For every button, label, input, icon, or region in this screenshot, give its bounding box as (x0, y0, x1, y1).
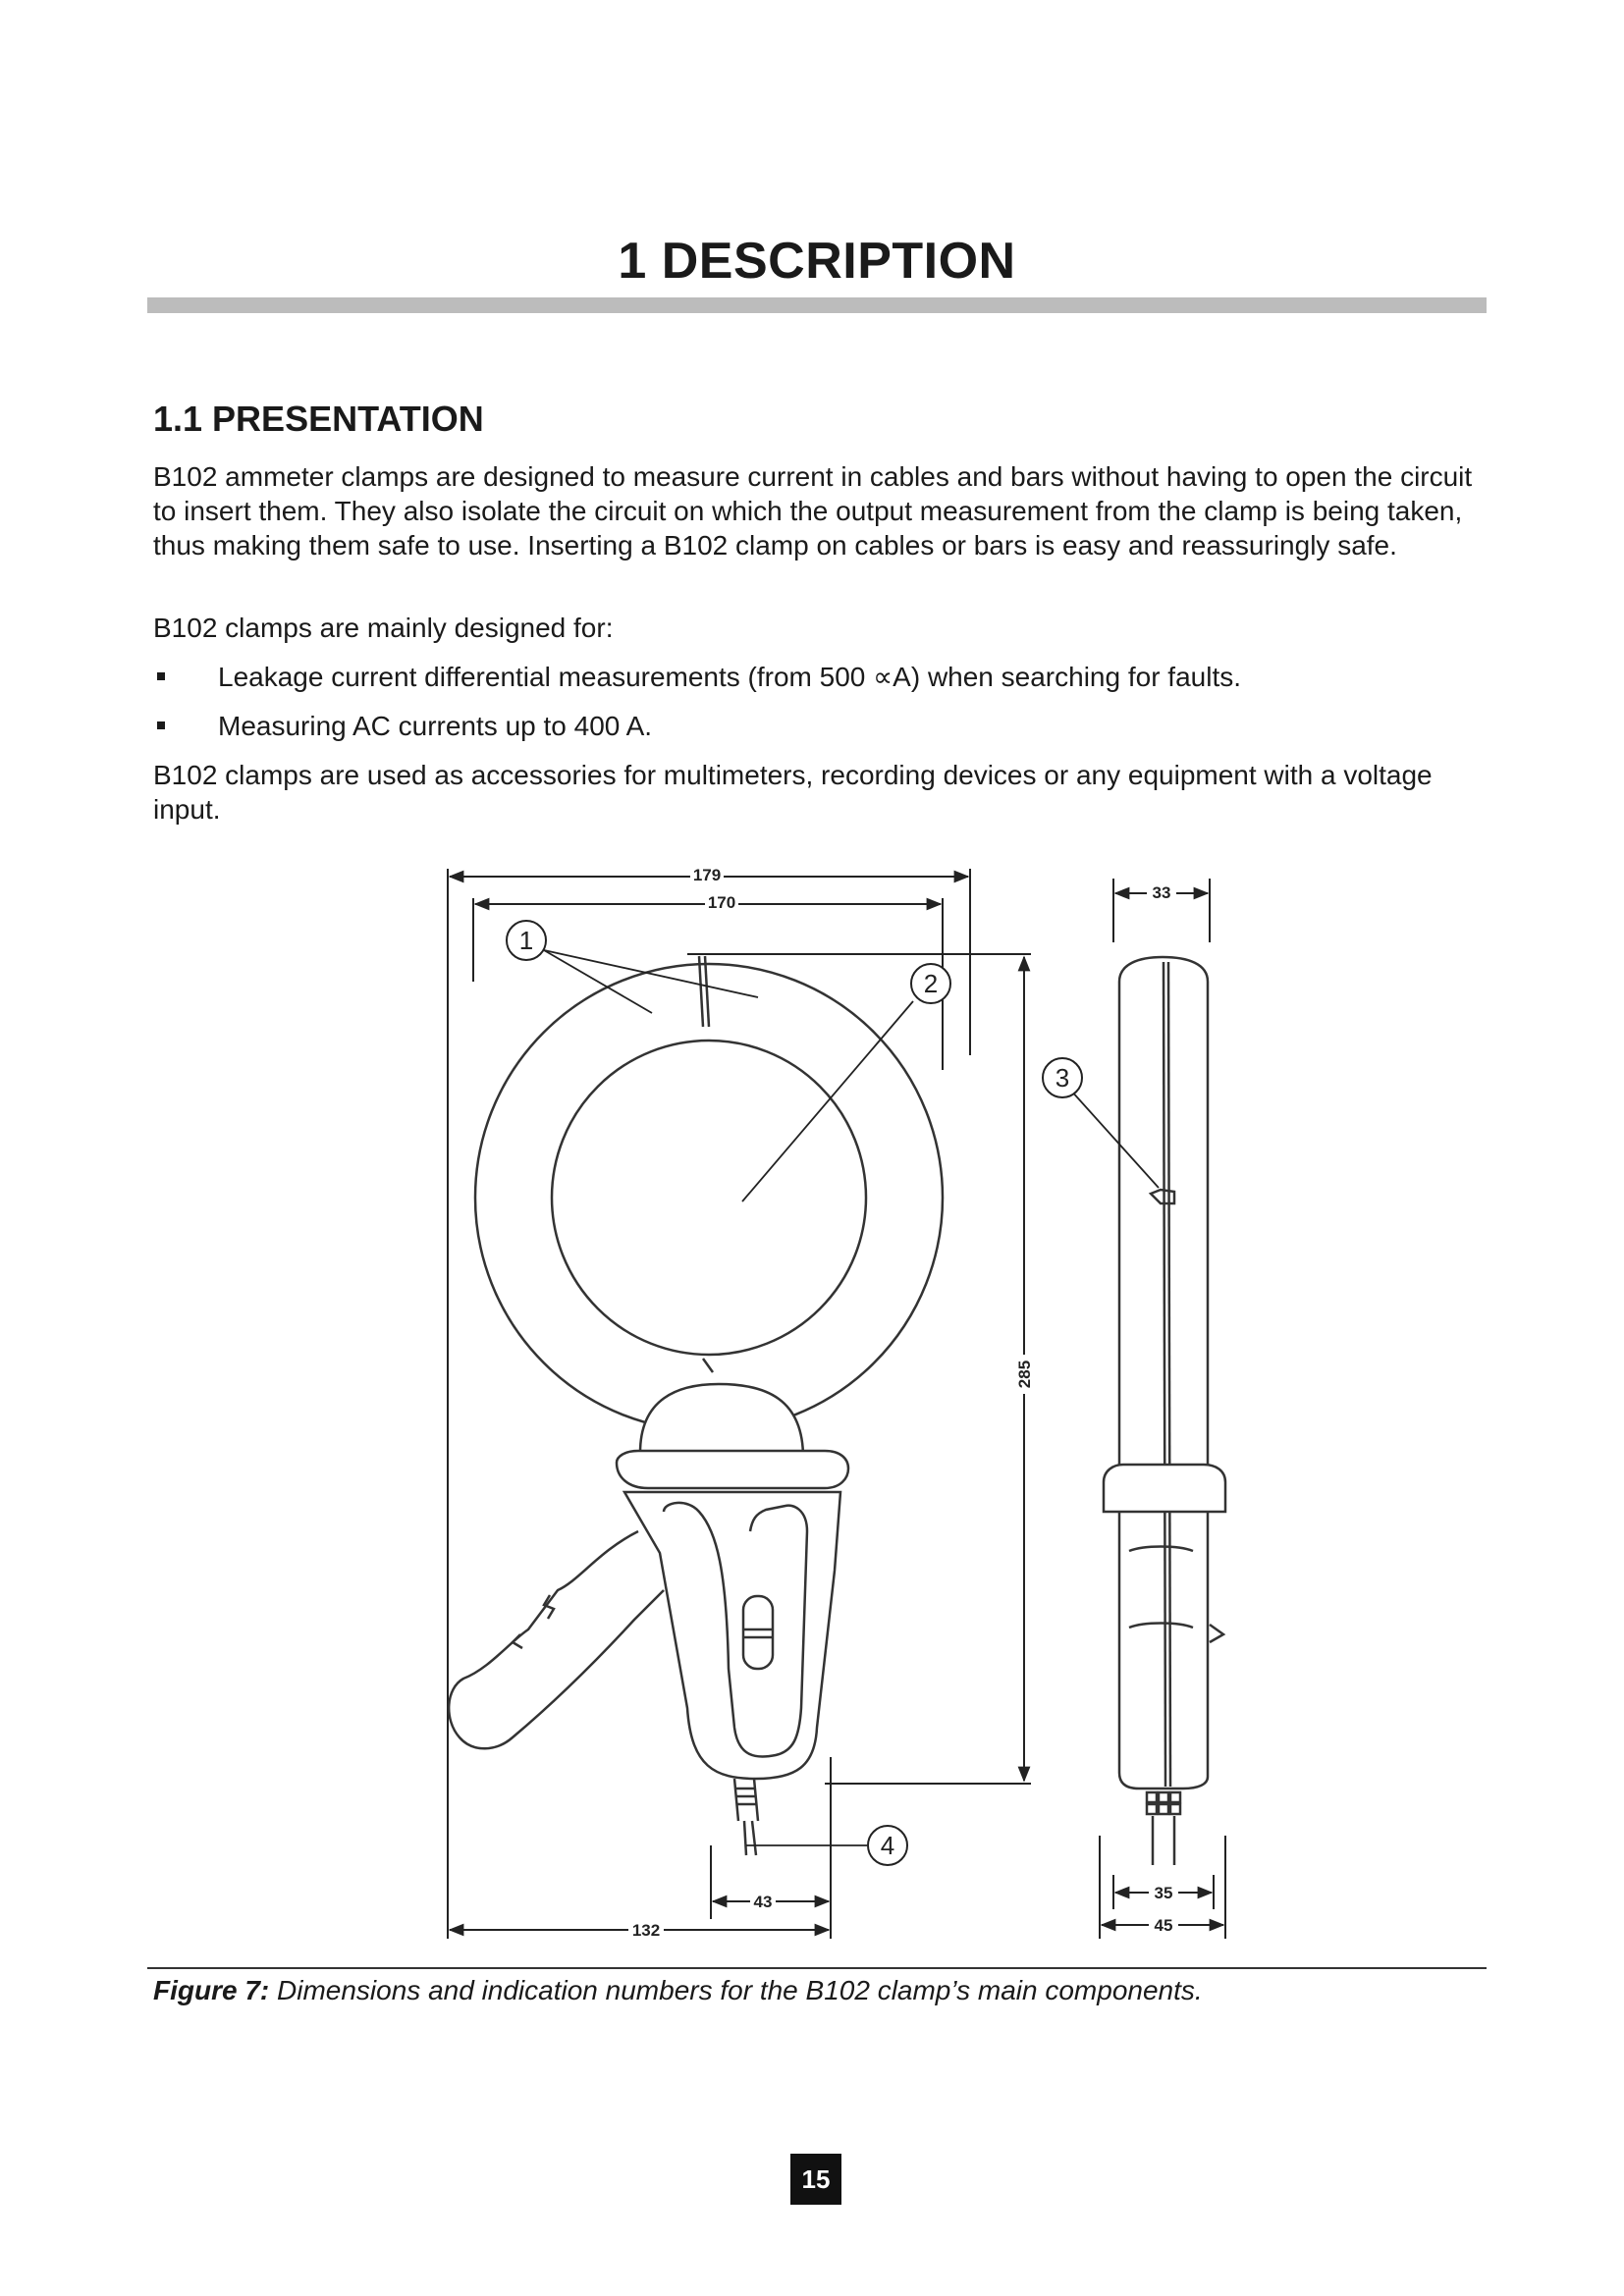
list-item-text: Measuring AC currents up to 400 A. (218, 711, 653, 741)
callout-1 (507, 921, 546, 960)
caption-text: Dimensions and indication numbers for the B102 clamp’s main components. (269, 1975, 1203, 2005)
dimension-label-43: 43 (753, 1893, 773, 1911)
svg-text:2: 2 (923, 969, 939, 998)
clamp-dimension-drawing (422, 852, 1247, 1951)
designed-for-paragraph: B102 clamps are mainly designed for: (153, 613, 614, 643)
clamp-front-view (449, 956, 943, 1855)
dimension-label-132: 132 (631, 1921, 661, 1940)
dimension-label-33: 33 (1152, 883, 1171, 902)
svg-text:4: 4 (880, 1831, 895, 1860)
callout-4 (868, 1826, 907, 1865)
intro-paragraph: B102 ammeter clamps are designed to measure current in cables and bars without having to open the circuit to insert them. They also isolate the circuit on which the output measurement from the clamp is being taken, thus making them safe to use. Inserting a B102 clamp on cables or bars is easy and reassuringly safe. (153, 461, 1473, 561)
chapter-title: 1 DESCRIPTION (618, 233, 1016, 290)
dimension-label-170: 170 (707, 893, 736, 912)
section-title: 1.1 PRESENTATION (153, 399, 484, 439)
dimension-label-179: 179 (692, 866, 722, 884)
svg-text:1: 1 (518, 926, 534, 955)
dimension-label-45: 45 (1154, 1916, 1173, 1935)
callout-3 (1043, 1058, 1082, 1097)
dimension-label-35: 35 (1154, 1884, 1173, 1902)
bullet-icon (157, 672, 165, 680)
chapter-divider (147, 297, 1487, 313)
caption-label: Figure 7: (153, 1975, 270, 2005)
callout-2 (911, 964, 950, 1003)
accessories-paragraph: B102 clamps are used as accessories for multimeters, recording devices or any equipment with a voltage input. (153, 760, 1433, 825)
figure-caption (153, 1975, 1203, 2006)
svg-text:3: 3 (1055, 1063, 1070, 1093)
list-item-text: Leakage current differential measurements (from 500 ∝A) when searching for faults. (218, 662, 1242, 692)
dimension-label-285: 285 (1015, 1360, 1034, 1389)
page-number: 15 (790, 2154, 841, 2205)
clamp-side-view (1104, 957, 1225, 1865)
caption-divider (147, 1967, 1487, 1969)
bullet-icon (157, 721, 165, 729)
